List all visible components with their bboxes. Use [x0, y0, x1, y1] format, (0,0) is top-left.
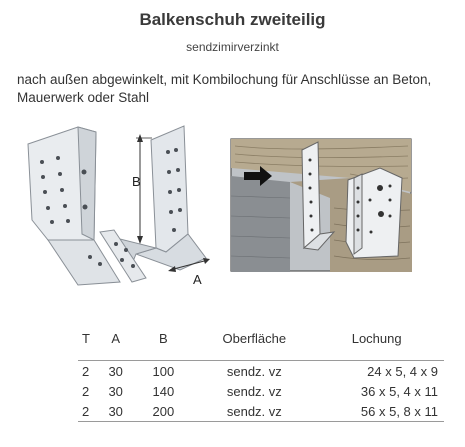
- table-row: [78, 401, 444, 422]
- cell-lochung: 56 x 5, 8 x 11: [315, 401, 444, 422]
- page-title: Balkenschuh zweiteilig: [139, 10, 326, 29]
- cell-lochung: 36 x 5, 4 x 11: [360, 383, 438, 399]
- page-subtitle: sendzimirverzinkt: [186, 40, 279, 54]
- cell-t: 2: [78, 401, 98, 422]
- header-oberflaeche: Oberfläche: [222, 330, 287, 346]
- table-header-row: [78, 328, 444, 348]
- header-t: T: [82, 330, 90, 346]
- cell-t: 2: [78, 361, 98, 382]
- dim-label-a: A: [193, 272, 202, 287]
- table-row: [78, 381, 444, 401]
- product-description: nach außen abgewinkelt, mit Kombilochung für Anschlüsse an Beton, Mauerwerk oder Stahl: [17, 72, 432, 105]
- spec-table: [78, 328, 444, 422]
- installation-illustration: [230, 138, 412, 272]
- bracket-illustration: [18, 122, 218, 292]
- cell-b: 200: [133, 401, 193, 422]
- cell-oberflaeche: sendz. vz: [193, 401, 315, 422]
- cell-oberflaeche: sendz. vz: [226, 383, 282, 399]
- dim-label-b: B: [132, 174, 141, 189]
- cell-lochung: 24 x 5, 4 x 9: [315, 361, 444, 382]
- table-row: [78, 361, 444, 382]
- cell-oberflaeche: sendz. vz: [193, 361, 315, 382]
- cell-a: 30: [108, 383, 123, 399]
- header-b: B: [159, 330, 168, 346]
- cell-a: 30: [98, 361, 133, 382]
- header-lochung: Lochung: [351, 330, 402, 346]
- cell-b: 100: [133, 361, 193, 382]
- cell-b: 140: [152, 383, 175, 399]
- header-a: A: [111, 330, 121, 346]
- cell-t: 2: [82, 383, 90, 399]
- cell-a: 30: [98, 401, 133, 422]
